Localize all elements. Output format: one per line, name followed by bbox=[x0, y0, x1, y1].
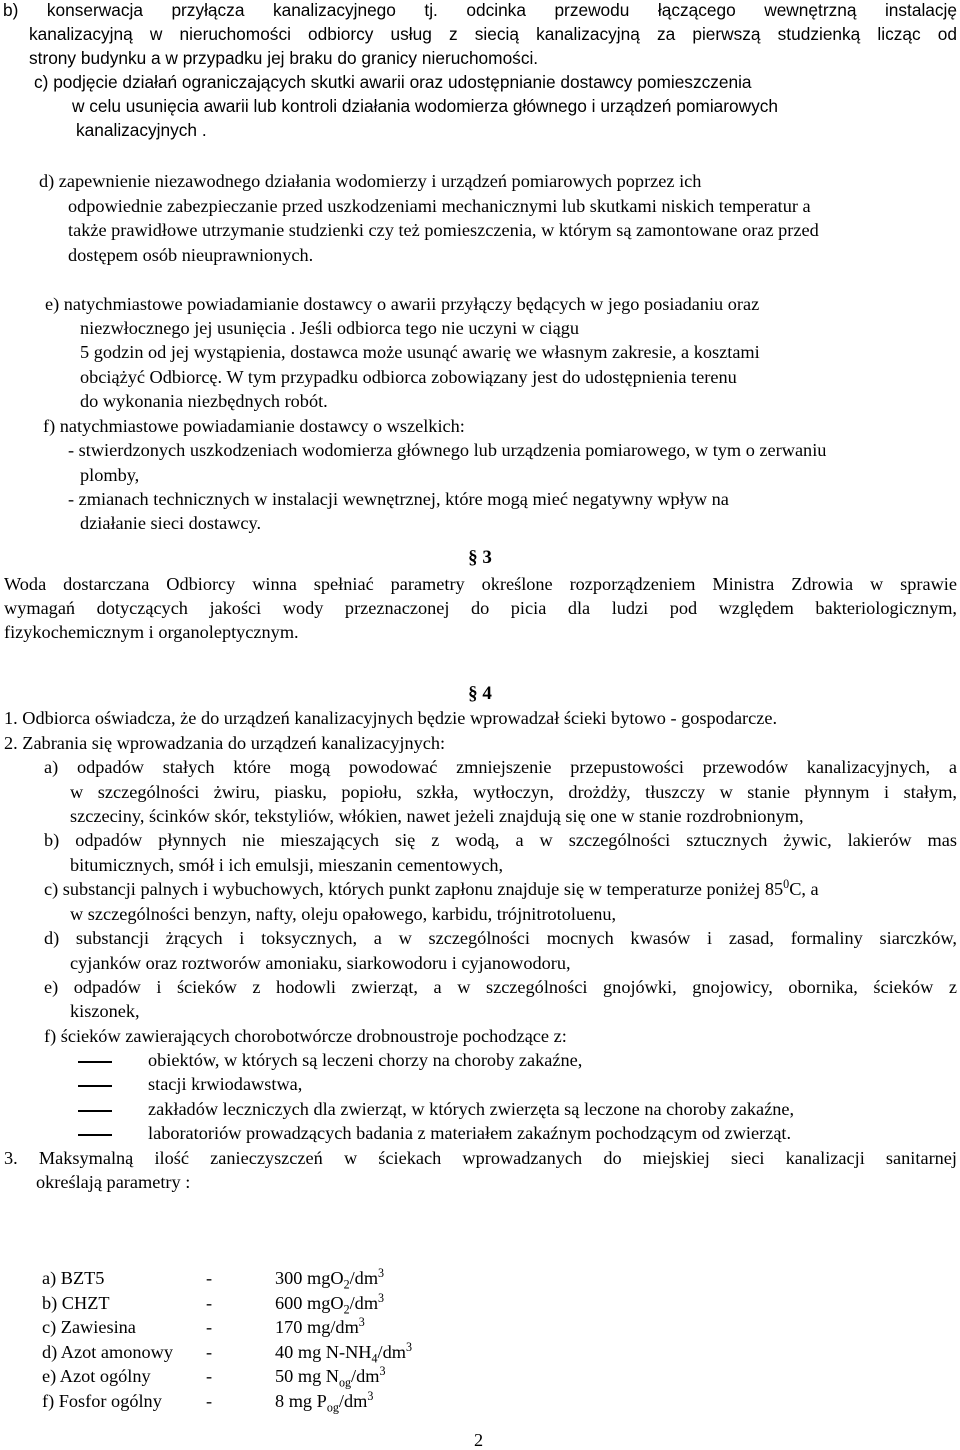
parameter-dash: - bbox=[206, 1292, 213, 1313]
section-4-point-3-line1: 3. Maksymalną ilość zanieczyszczeń w ściekach wprowadzanych do miejskiej sieci kanalizacji sanitarnej bbox=[4, 1148, 957, 1168]
item-b-line1: b) konserwacja przyłącza kanalizacyjnego tj. odcinka przewodu łączącego wewnętrzną instalację bbox=[3, 0, 957, 20]
prohibited-d-line2: cyjanków oraz roztworów amoniaku, siarkowodoru i cyjanowodoru, bbox=[70, 953, 571, 973]
item-f-line5: działanie sieci dostawcy. bbox=[80, 513, 262, 533]
parameter-dash: - bbox=[206, 1341, 213, 1362]
dash-bullet bbox=[78, 1134, 112, 1136]
parameter-name: a) BZT5 bbox=[42, 1268, 105, 1288]
item-f-line2: - stwierdzonych uszkodzeniach wodomierza głównego lub urządzenia pomiarowego, w tym o zerwaniu bbox=[68, 440, 827, 460]
section-4-point-2: 2. Zabrania się wprowadzania do urządzeń kanalizacyjnych: bbox=[4, 733, 446, 753]
prohibited-c-line1: c) substancji palnych i wybuchowych, których punkt zapłonu znajduje się w temperaturze poniżej $85^0C$, a bbox=[44, 876, 819, 899]
item-f-line3: plomby, bbox=[80, 465, 140, 485]
parameter-name: d) Azot amonowy bbox=[42, 1341, 173, 1362]
prohibited-d-line1: d) substancji żrących i toksycznych, a w szczególności mocnych kwasów i zasad, formaliny siarczków, bbox=[44, 928, 957, 948]
prohibited-b-line1: b) odpadów płynnych nie mieszających się z wodą, a w szczególności sztucznych żywic, lakierów mas bbox=[44, 830, 957, 850]
item-e-line1: e) natychmiastowe powiadamianie dostawcy o awarii przyłączy będących w jego posiadaniu oraz bbox=[45, 294, 760, 314]
prohibited-b-line2: bitumicznych, smół i ich emulsji, mieszanin cementowych, bbox=[70, 855, 504, 875]
item-c-line2: w celu usunięcia awarii lub kontroli działania wodomierza głównego i urządzeń pomiarowych bbox=[72, 96, 779, 116]
pathogen-source-item: obiektów, w których są leczeni chorzy na choroby zakaźne, bbox=[78, 1050, 582, 1070]
prohibited-a-line3: szczeciny, ścinków skór, tekstyliów, włókien, nawet jeżeli znajdują się one w stanie rozdrobnionym, bbox=[70, 806, 804, 826]
page-number: 2 bbox=[474, 1430, 484, 1450]
parameter-value: 170 $mg/dm^3$ bbox=[275, 1314, 365, 1337]
item-d-line1: d) zapewnienie niezawodnego działania wodomierzy i urządzeń pomiarowych poprzez ich bbox=[39, 171, 702, 191]
parameter-name: f) Fosfor ogólny bbox=[42, 1390, 162, 1411]
item-e-line4: obciążyć Odbiorcę. W tym przypadku odbiorca zobowiązany jest do udostępnienia terenu bbox=[80, 367, 737, 387]
parameter-dash: - bbox=[206, 1366, 213, 1386]
section-3-line1: Woda dostarczana Odbiorcy winna spełniać parametry określone rozporządzeniem Ministra Zdrowia w sprawie bbox=[4, 574, 957, 594]
parameter-value: 300 $mgO_2/dm^3$ bbox=[275, 1265, 385, 1292]
item-f-line4: - zmianach technicznych w instalacji wewnętrznej, które mogą mieć negatywny wpływ na bbox=[68, 489, 729, 509]
section-3-line2: wymagań dotyczących jakości wody przeznaczonej do picia dla ludzi pod względem bakteriologicznym, bbox=[4, 598, 957, 618]
parameter-dash: - bbox=[206, 1317, 213, 1337]
item-b-line3: strony budynku a w przypadku jej braku do granicy nieruchomości. bbox=[29, 48, 539, 68]
item-e-line5: do wykonania niezbędnych robót. bbox=[80, 391, 328, 411]
pathogen-source-item: laboratoriów prowadzących badania z materiałem zakaźnym pochodzącym od zwierząt. bbox=[78, 1123, 791, 1143]
item-c-line3: kanalizacyjnych . bbox=[76, 120, 207, 140]
item-f-line1: f) natychmiastowe powiadamianie dostawcy o wszelkich: bbox=[43, 416, 465, 436]
prohibited-a-line1: a) odpadów stałych które mogą powodować zmniejszenie przepustowości przewodów kanalizacyjnych, a bbox=[44, 757, 957, 777]
pathogen-source-item: stacji krwiodawstwa, bbox=[78, 1074, 302, 1094]
item-b-line2: kanalizacyjną w nieruchomości odbiorcy usług z siecią kanalizacyjną za pierwszą studzienką licząc od bbox=[29, 24, 957, 44]
parameter-value: 50 mg $N_{og}/dm^3$ bbox=[275, 1363, 386, 1390]
dash-bullet bbox=[78, 1085, 112, 1087]
prohibited-f-line1: f) ścieków zawierających chorobotwórcze drobnoustroje pochodzące z: bbox=[44, 1026, 567, 1046]
section-3-heading: § 3 bbox=[468, 547, 492, 568]
pathogen-source-item: zakładów leczniczych dla zwierząt, w których zwierzęta są leczone na choroby zakaźne, bbox=[78, 1099, 794, 1119]
parameter-value: 600 $mgO_2/dm^3$ bbox=[275, 1290, 385, 1317]
parameter-name: e) Azot ogólny bbox=[42, 1366, 151, 1386]
section-3-line3: fizykochemicznym i organoleptycznym. bbox=[4, 622, 299, 642]
prohibited-e-line2: kiszonek, bbox=[70, 1001, 140, 1021]
parameter-name: b) CHZT bbox=[42, 1292, 110, 1313]
parameter-value: 40 mg $N-NH_4/dm^3$ bbox=[275, 1339, 412, 1366]
section-4-point-3-line2: określają parametry : bbox=[36, 1172, 191, 1192]
prohibited-c-line2: w szczególności benzyn, nafty, oleju opałowego, karbidu, trójnitrotoluenu, bbox=[70, 904, 617, 924]
dash-bullet bbox=[78, 1061, 112, 1063]
section-4-heading: § 4 bbox=[468, 683, 492, 704]
dash-bullet bbox=[78, 1110, 112, 1112]
parameter-dash: - bbox=[206, 1390, 213, 1411]
parameter-name: c) Zawiesina bbox=[42, 1317, 136, 1337]
item-d-line4: dostępem osób nieuprawnionych. bbox=[68, 245, 314, 265]
parameter-dash: - bbox=[206, 1268, 213, 1288]
prohibited-a-line2: w szczególności żwiru, piasku, popiołu, szkła, wytłoczyn, drożdży, tłuszczy w stanie płynnym i stałym, bbox=[70, 782, 957, 802]
item-c-line1: c) podjęcie działań ograniczających skutki awarii oraz udostępnianie dostawcy pomieszczenia bbox=[34, 72, 752, 92]
prohibited-e-line1: e) odpadów i ścieków z hodowli zwierząt, a w szczególności gnojówki, gnojowicy, obornika, ścieków z bbox=[44, 977, 957, 997]
item-d-line2: odpowiednie zabezpieczanie przed uszkodzeniami mechanicznymi lub skutkami niskich temperatur a bbox=[68, 196, 811, 216]
item-d-line3: także prawidłowe utrzymanie studzienki czy też pomieszczenia, w którym są zamontowane oraz przed bbox=[68, 220, 819, 240]
parameter-value: 8 mg $P_{og}/dm^3$ bbox=[275, 1388, 374, 1415]
item-e-line3: 5 godzin od jej wystąpienia, dostawca może usunąć awarię we własnym zakresie, a kosztami bbox=[80, 342, 760, 362]
item-e-line2: niezwłocznego jej usunięcia . Jeśli odbiorca tego nie uczyni w ciągu bbox=[80, 318, 580, 338]
section-4-point-1: 1. Odbiorca oświadcza, że do urządzeń kanalizacyjnych będzie wprowadzał ścieki bytowo - gospodarcze. bbox=[4, 708, 778, 728]
